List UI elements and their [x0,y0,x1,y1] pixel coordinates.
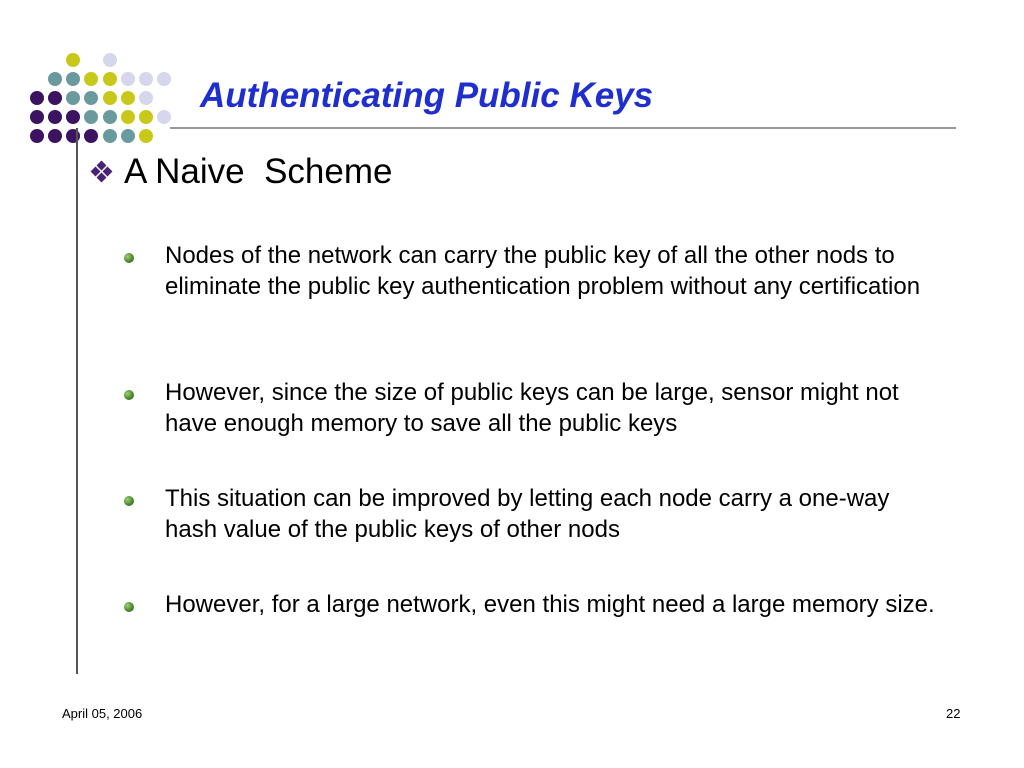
list-item [124,589,945,620]
green-bullet-icon [124,602,134,612]
footer-date: April 05, 2006 [62,706,143,721]
bullet-text: Nodes of the network can carry the public key of all the other nods to eliminate the public key authentication problem without any certification [165,242,921,300]
decor-dot [103,72,117,86]
decor-dot [84,110,98,124]
green-bullet-icon [124,253,134,263]
title-underline [170,127,956,129]
decor-dot [30,129,44,143]
decor-dot [121,72,135,86]
list-item [124,483,945,545]
page-number: 22 [946,706,961,721]
decor-dot [84,129,98,143]
slide-heading: A Naive Scheme [124,152,393,191]
decor-dot [48,72,62,86]
green-bullet-icon [124,496,134,506]
decor-dot [48,91,62,105]
decor-dot [103,129,117,143]
decorative-dot-grid [0,0,200,160]
decor-dot [30,110,44,124]
level1-bullet [92,152,392,192]
left-vertical-rule [76,128,78,674]
decor-dot [48,110,62,124]
green-bullet-icon [124,390,134,400]
decor-dot [48,129,62,143]
decor-dot [139,72,153,86]
decor-dot [84,72,98,86]
slide-title: Authenticating Public Keys [200,76,654,115]
decor-dot [103,91,117,105]
decor-dot [103,110,117,124]
decor-dot [157,110,171,124]
decor-dot [66,72,80,86]
decor-dot [121,110,135,124]
decor-dot [30,91,44,105]
decor-dot [66,53,80,67]
decor-dot [66,91,80,105]
list-item [124,377,945,439]
decor-dot [121,91,135,105]
decor-dot [139,129,153,143]
decor-dot [103,53,117,67]
bullet-text: However, for a large network, even this might need a large memory size. [165,591,935,618]
bullet-text: This situation can be improved by letting each node carry a one-way hash value of the public keys of other nods [165,485,890,543]
decor-dot [121,129,135,143]
decor-dot [66,110,80,124]
diamond-bullet-icon [92,162,112,182]
decor-dot [139,110,153,124]
bullet-text: However, since the size of public keys can be large, sensor might not have enough memory to save all the public keys [165,379,899,437]
decor-dot [84,91,98,105]
decor-dot [157,72,171,86]
decor-dot [139,91,153,105]
list-item [124,240,945,302]
